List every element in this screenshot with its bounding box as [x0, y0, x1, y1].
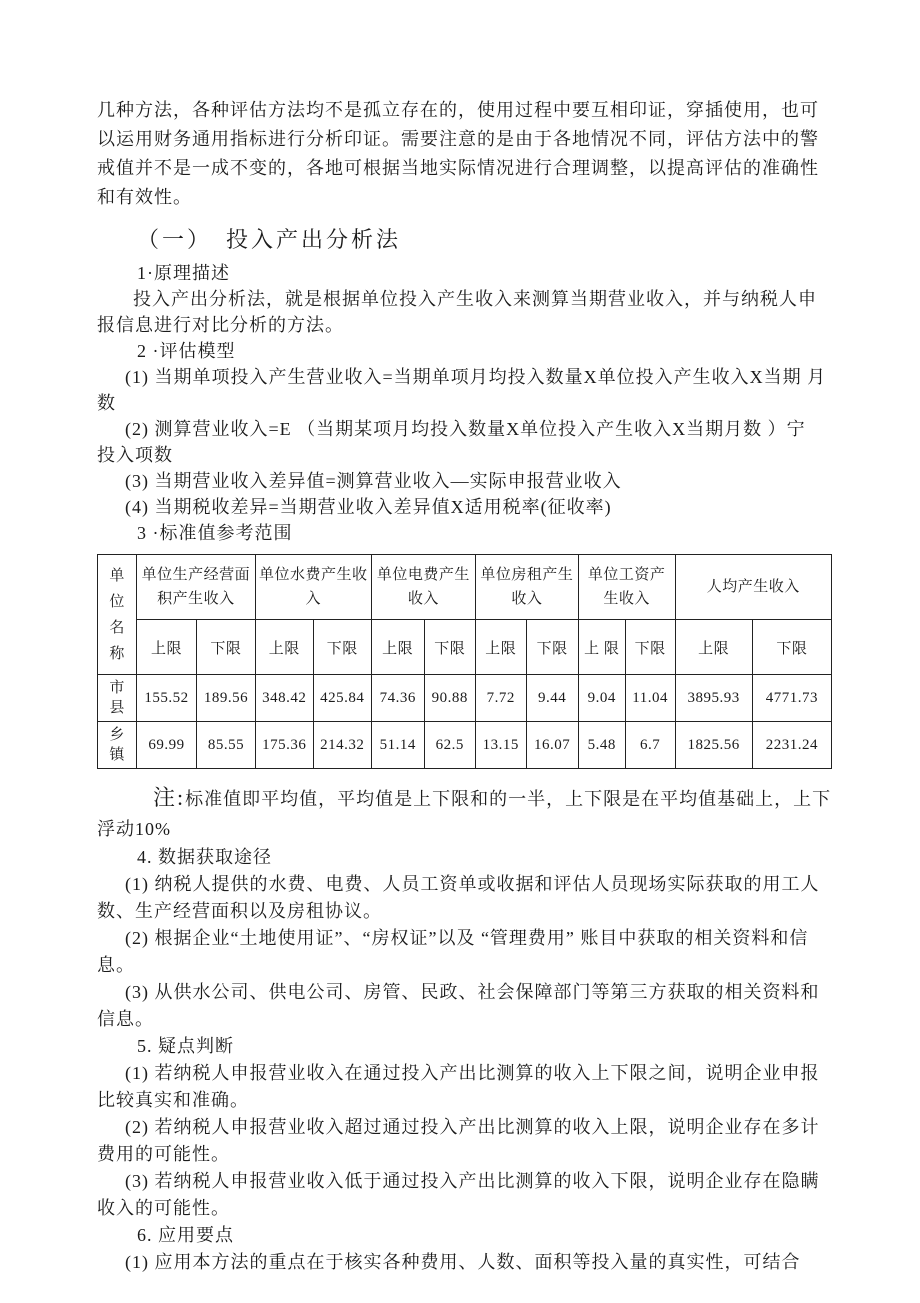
subheader-lower-limit: 下限: [313, 620, 371, 675]
subheader-lower-limit: 下限: [526, 620, 578, 675]
value-cell: 3895.93: [675, 675, 752, 722]
subheader-upper-limit: 上限: [675, 620, 752, 675]
subheader-upper-limit: 上限: [475, 620, 526, 675]
value-cell: 9.44: [526, 675, 578, 722]
column-group-water-income: 单位水费产生收入: [255, 555, 371, 620]
row-name-cell: [98, 722, 137, 769]
subheader-upper-limit: 上限: [371, 620, 424, 675]
subheading-doubt-judgement: 5. 疑点判断: [137, 1036, 234, 1056]
value-cell: 189.56: [197, 675, 256, 722]
subheading-model: 2 ·评估模型: [137, 341, 236, 361]
value-cell: 9.04: [578, 675, 625, 722]
value-cell: 90.88: [424, 675, 475, 722]
corner-header-label: 单位名称: [109, 567, 125, 662]
doubt-item-1: (1) 若纳税人申报营业收入在通过投入产出比测算的收入上下限之间，说明企业申报比较真实和准确。: [97, 1063, 820, 1110]
value-cell: 4771.73: [752, 675, 831, 722]
subheader-lower-limit: 下限: [625, 620, 675, 675]
subheading-principle: 1·原理描述: [137, 263, 230, 283]
subheading-application-points: 6. 应用要点: [137, 1225, 234, 1245]
subheading-data-sources: 4. 数据获取途径: [137, 847, 272, 867]
value-cell: 425.84: [313, 675, 371, 722]
subheader-lower-limit: 下限: [424, 620, 475, 675]
note-body: 标准值即平均值，平均值是上下限和的一半，上下限是在平均值基础上，上下浮动10%: [97, 789, 832, 839]
value-cell: 62.5: [424, 722, 475, 769]
row-name-label: 乡镇: [109, 727, 125, 763]
model-item-3: (3) 当期营业收入差异值=测算营业收入—实际申报营业收入: [125, 471, 622, 491]
value-cell: 348.42: [255, 675, 313, 722]
value-cell: 74.36: [371, 675, 424, 722]
row-name-label: 市县: [109, 680, 125, 716]
value-cell: 155.52: [136, 675, 196, 722]
value-cell: 2231.24: [752, 722, 831, 769]
column-group-per-capita-income: 人均产生收入: [675, 555, 831, 620]
value-cell: 85.55: [197, 722, 256, 769]
model-item-2: (2) 测算营业收入=E （当期某项月均投入数量X单位投入产生收入X当期月数 ）宁: [125, 419, 806, 439]
value-cell: 69.99: [136, 722, 196, 769]
value-cell: 11.04: [625, 675, 675, 722]
row-name-cell: [98, 675, 137, 722]
doubt-item-2: (2) 若纳税人申报营业收入超过通过投入产出比测算的收入上限，说明企业存在多计费用的可能性。: [97, 1117, 820, 1164]
table-row-township: [98, 722, 832, 769]
note-prefix: 注:: [153, 785, 186, 810]
subheader-upper-limit: 上 限: [578, 620, 625, 675]
subheader-lower-limit: 下限: [197, 620, 256, 675]
value-cell: 6.7: [625, 722, 675, 769]
value-cell: 51.14: [371, 722, 424, 769]
column-group-area-income: 单位生产经营面积产生收入: [136, 555, 255, 620]
principle-paragraph: 投入产出分析法，就是根据单位投入产生收入来测算当期营业收入，并与纳税人申报信息进行对比分析的方法。: [97, 289, 817, 335]
intro-paragraph: 几种方法，各种评估方法均不是孤立存在的，使用过程中要互相印证，穿插使用，也可以运用财务通用指标进行分析印证。需要注意的是由于各地情况不同，评估方法中的警戒值并不是一成不变的，各地可根据当地实际情况进行合理调整，以提高评估的准确性和有效性。: [97, 100, 819, 207]
value-cell: 16.07: [526, 722, 578, 769]
column-group-rent-income: 单位房租产生收入: [475, 555, 578, 620]
model-item-2-continued: 投入项数: [97, 445, 173, 465]
data-source-item-1: (1) 纳税人提供的水费、电费、人员工资单或收据和评估人员现场实际获取的用工人数、生产经营面积以及房租协议。: [97, 874, 820, 921]
table-row-city-county: [98, 675, 832, 722]
value-cell: 1825.56: [675, 722, 752, 769]
subheader-upper-limit: 上限: [255, 620, 313, 675]
model-item-4: (4) 当期税收差异=当期营业收入差异值X适用税率(征收率): [125, 497, 612, 517]
lower-sections: [97, 844, 832, 1276]
data-source-item-2: (2) 根据企业“土地使用证”、“房权证”以及 “管理费用” 账目中获取的相关资料和信息。: [97, 928, 809, 975]
value-cell: 13.15: [475, 722, 526, 769]
corner-header-cell: [98, 555, 137, 675]
subheader-lower-limit: 下限: [752, 620, 831, 675]
value-cell: 214.32: [313, 722, 371, 769]
column-group-wage-income: 单位工资产生收入: [578, 555, 675, 620]
value-cell: 175.36: [255, 722, 313, 769]
section-heading: （一） 投入产出分析法: [137, 227, 402, 252]
value-cell: 7.72: [475, 675, 526, 722]
application-item-1: (1) 应用本方法的重点在于核实各种费用、人数、面积等投入量的真实性，可结合: [125, 1252, 801, 1272]
doubt-item-3: (3) 若纳税人申报营业收入低于通过投入产出比测算的收入下限，说明企业存在隐瞒收入的可能性。: [97, 1171, 820, 1218]
subheader-upper-limit: 上限: [136, 620, 196, 675]
table-note: [97, 783, 832, 844]
value-cell: 5.48: [578, 722, 625, 769]
model-item-1: (1) 当期单项投入产生营业收入=当期单项月均投入数量X单位投入产生收入X当期 月数: [97, 367, 827, 413]
standard-values-table: [97, 554, 832, 769]
column-group-electricity-income: 单位电费产生收入: [371, 555, 475, 620]
subheading-standard-values: 3 ·标准值参考范围: [137, 523, 293, 543]
data-source-item-3: (3) 从供水公司、供电公司、房管、民政、社会保障部门等第三方获取的相关资料和信息。: [97, 982, 820, 1029]
